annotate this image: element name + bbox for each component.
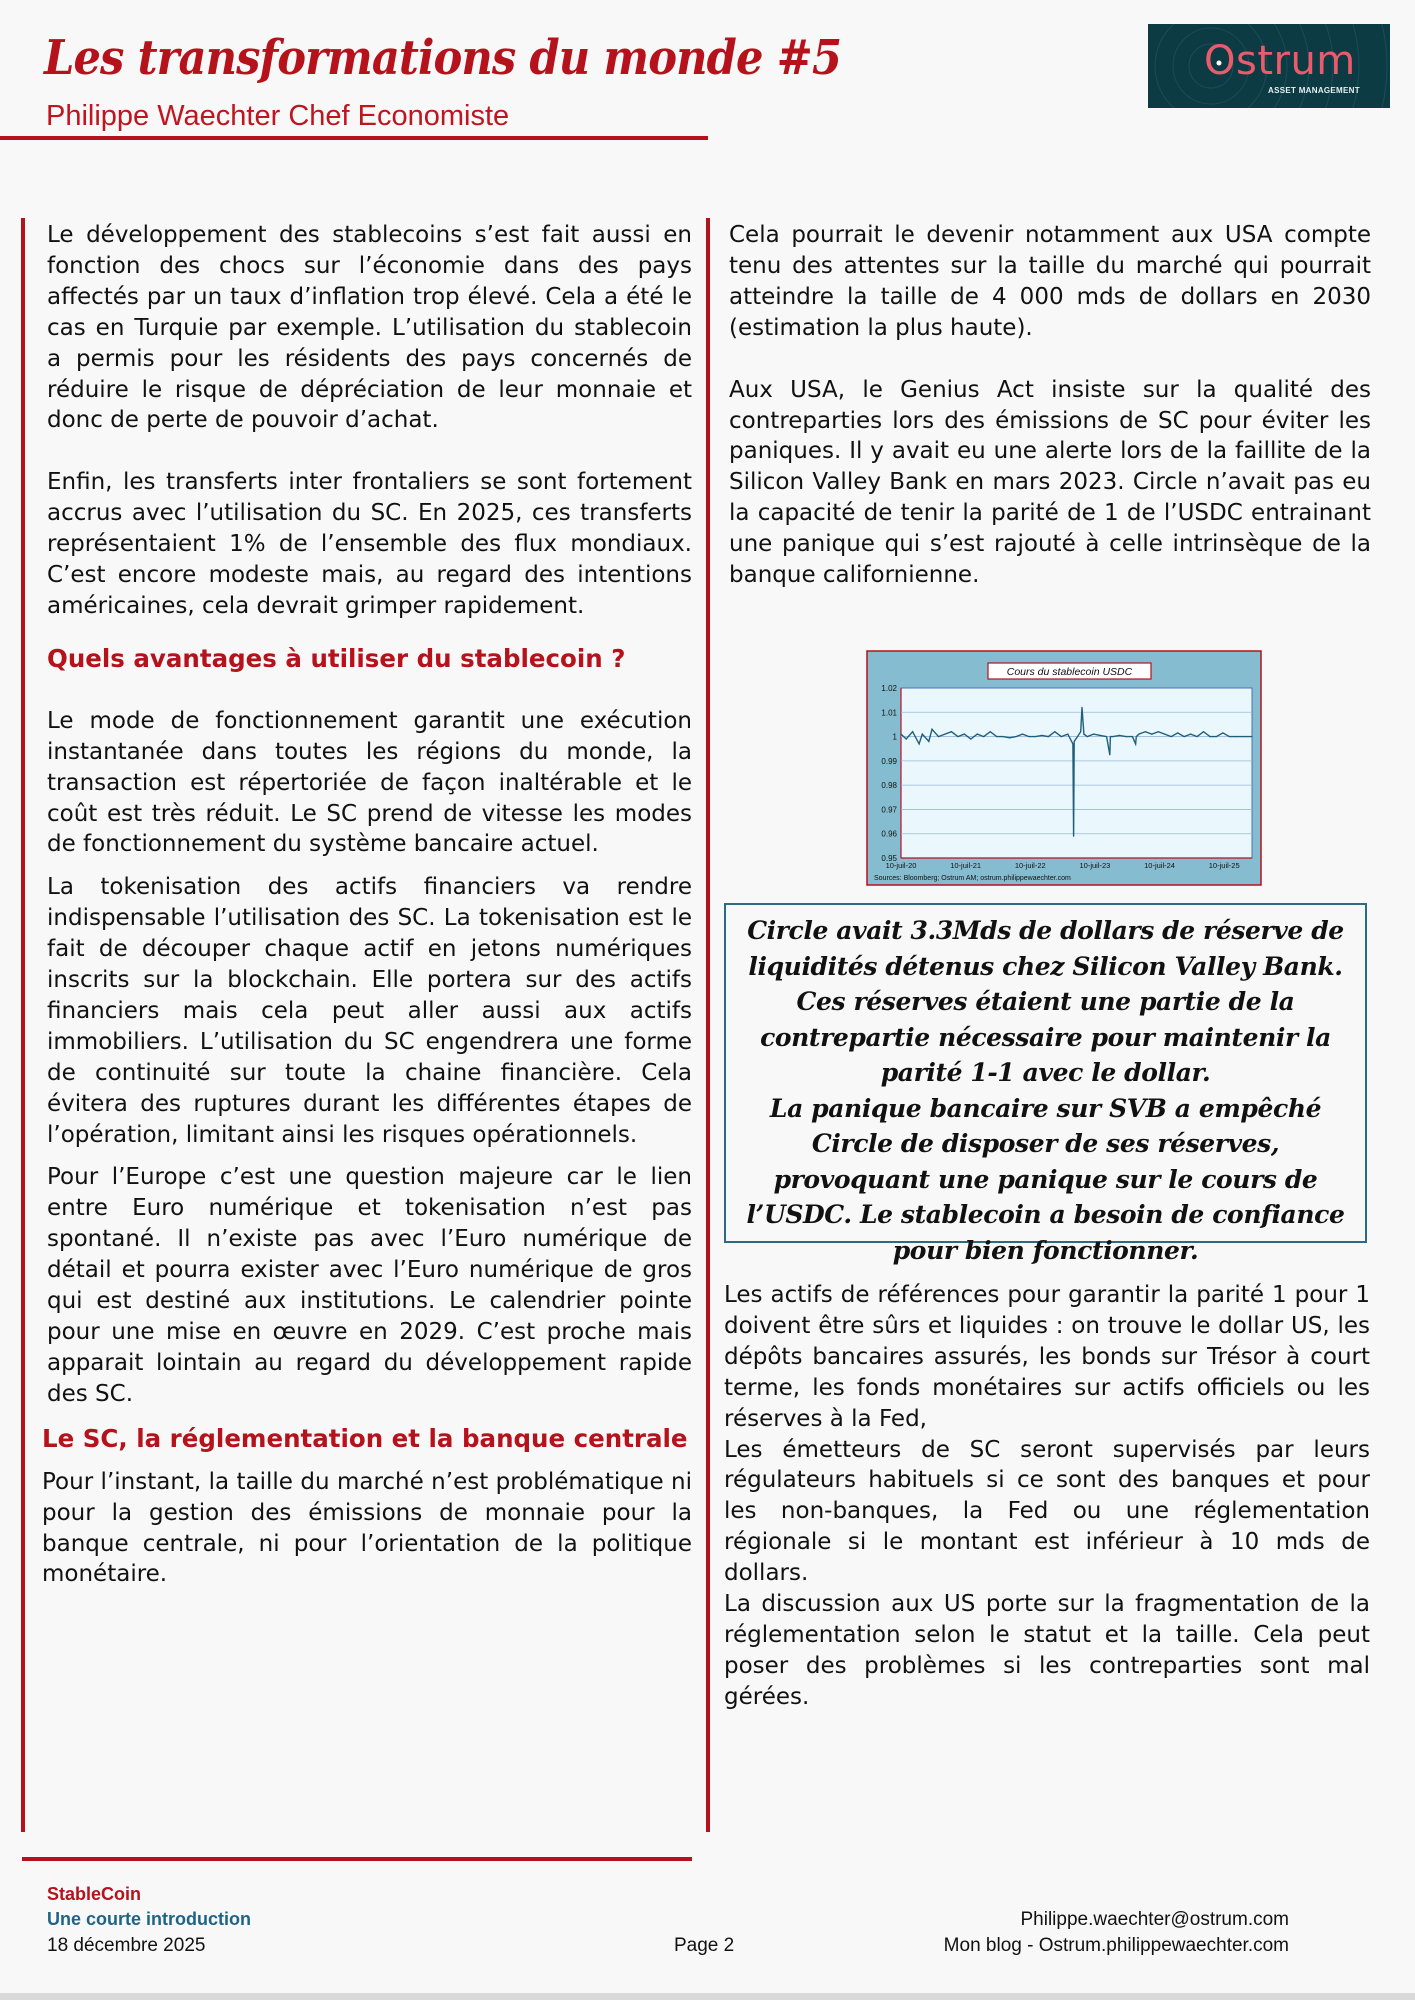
data-point [970, 738, 971, 739]
data-point [912, 731, 913, 732]
data-point [951, 731, 952, 732]
data-point [1054, 731, 1055, 732]
author-subtitle: Philippe Waechter Chef Economiste [46, 100, 510, 132]
left-column-border [21, 218, 25, 1832]
footer-subtitle: Une courte introduction [47, 1909, 251, 1929]
footer-date: 18 décembre 2025 [47, 1935, 206, 1956]
document-title: Les transformations du monde #5 [44, 30, 842, 86]
x-tick-label: 10-juil-25 [1208, 861, 1240, 870]
data-point [1229, 736, 1230, 737]
header-divider [0, 136, 708, 140]
x-tick-label: 10-juil-20 [885, 861, 917, 870]
logo-name: Ostrum [1204, 38, 1356, 84]
data-point [1015, 736, 1016, 737]
data-point [1251, 736, 1252, 737]
page-number: Page 2 [674, 1935, 735, 1956]
section-heading: Quels avantages à utiliser du stablecoin ? [47, 643, 626, 673]
data-point [1171, 736, 1172, 737]
data-point [1125, 736, 1126, 737]
data-point [1242, 736, 1243, 737]
data-point [1136, 736, 1137, 737]
y-tick-label: 0.99 [881, 756, 897, 766]
data-point [1158, 731, 1159, 732]
paragraph: Cela pourrait le devenir notamment aux USA compte tenu des attentes sur la taille du marché qui pourrait atteindre la taille de 4 000 mds de dollars en 2030 (estimation la plus haute). [729, 222, 1371, 341]
data-point [1067, 734, 1068, 735]
data-point [1151, 734, 1152, 735]
right-column-bottom [724, 1280, 1370, 1713]
chart-svg [866, 650, 1262, 886]
x-tick-label: 10-juil-21 [950, 861, 982, 870]
data-point [928, 741, 929, 742]
y-tick-label: 1.01 [881, 708, 897, 718]
data-point [983, 736, 984, 737]
data-point [938, 736, 939, 737]
data-point [1112, 736, 1113, 737]
paragraph: Le mode de fonctionnement garantit une exécution instantanée dans toutes les régions du monde, la transaction est répertoriée de façon inaltérable et le coût est très réduit. Le SC prend de vitesse les modes de fonctionnement du système bancaire actuel. [47, 707, 692, 858]
author-email[interactable]: Philippe.waechter@ostrum.com [1020, 1909, 1289, 1930]
data-point [1003, 736, 1004, 737]
data-point [1119, 735, 1120, 736]
data-point [1216, 736, 1217, 737]
paragraph: Le développement des stablecoins s’est fait aussi en fonction des chocs sur l’économie dans des pays affectés par un taux d’inflation trop élevé. Cela a été le cas en Turquie par exemple. L’utilisation du stablecoin a permis pour les résidents des pays concernés de réduire le risque de dépréciation de leur monnaie et donc de perte de pouvoir d’achat. [47, 222, 692, 434]
data-point [922, 734, 923, 735]
data-point [1080, 731, 1081, 732]
callout-text: Circle avait 3.3Mds de dollars de réserve de liquidités détenus chez Silicon Valley Bank. Ces réserves étaient une partie de la contrepartie nécessaire pour maintenir la parité 1-1 avec le dollar. [747, 916, 1344, 1087]
data-point [1009, 737, 1010, 738]
paragraph: Aux USA, le Genius Act insiste sur la qualité des contreparties lors des émissions de SC pour éviter les paniques. Il y avait eu une alerte lors de la faillite de la Silicon Valley Bank en mars 2023. Circle n’avait pas eu la capacité de tenir la parité de 1 de l’USDC entrainant une panique qui s’est rajouté à celle intrinsèque de la banque californienne. [729, 376, 1371, 589]
column-divider [706, 218, 710, 1832]
data-point [1177, 732, 1178, 733]
data-point [1035, 736, 1036, 737]
data-point [1109, 754, 1110, 755]
blog-link[interactable]: Mon blog - Ostrum.philippewaechter.com [943, 1935, 1289, 1956]
data-point [1074, 741, 1075, 742]
y-tick-label: 0.98 [881, 781, 897, 791]
chart-source: Sources: Bloomberg; Ostrum AM; ostrum.philippewaechter.com [874, 875, 1071, 882]
data-point [1196, 736, 1197, 737]
data-point [900, 734, 901, 735]
data-point [1184, 736, 1185, 737]
plot-area [901, 688, 1252, 858]
logo-tagline: ASSET MANAGEMENT [1268, 86, 1360, 95]
data-point [1077, 736, 1078, 737]
x-tick-label: 10-juil-22 [1014, 861, 1046, 870]
data-point [906, 738, 907, 739]
footer-topic: StableCoin [47, 1884, 142, 1904]
footer-divider [22, 1857, 692, 1861]
data-point [1022, 734, 1023, 735]
data-point [1110, 736, 1111, 737]
data-point [931, 729, 932, 730]
data-point [944, 734, 945, 735]
data-point [990, 731, 991, 732]
paragraph: Pour l’instant, la taille du marché n’est problématique ni pour la gestion des émissions de monnaie pour la banque centrale, ni pour l’orientation de la politique monétaire. [42, 1468, 692, 1588]
data-point [1145, 731, 1146, 732]
y-tick-label: 0.96 [881, 829, 897, 839]
ostrum-logo [1148, 24, 1390, 108]
data-point [1093, 734, 1094, 735]
data-point [1041, 735, 1042, 736]
paragraph: La tokenisation des actifs financiers va rendre indispensable l’utilisation des SC. La tokenisation est le fait de découper chaque actif en jetons numériques inscrits sur la blockchain. Elle portera sur des actifs financiers mais cela peut aller aussi aux actifs immobiliers. L’utilisation du SC engendrera une forme de continuité sur toute la chaine financière. Cela évitera des ruptures durant les différentes étapes de l’opération, limitant ainsi les risques opérationnels. [47, 874, 692, 1148]
data-point [1081, 707, 1082, 708]
left-column [42, 220, 692, 1590]
data-point [964, 734, 965, 735]
data-point [1203, 731, 1204, 732]
right-column-top [729, 220, 1371, 591]
data-point [1048, 736, 1049, 737]
callout-text: La panique bancaire sur SVB a empêché Circle de disposer de ses réserves, provoquant une panique sur le cours de l’USDC. Le stablecoin a besoin de confiance pour bien fonctionner. [746, 1093, 1345, 1265]
data-point [1222, 732, 1223, 733]
data-point [1028, 736, 1029, 737]
paragraph: La discussion aux US porte sur la fragmentation de la réglementation selon le statut et la taille. Cela peut poser des problèmes si les contreparties sont mal gérées. [724, 1591, 1370, 1710]
data-point [996, 736, 997, 737]
data-point [1061, 736, 1062, 737]
data-point [1106, 736, 1107, 737]
data-point [1190, 734, 1191, 735]
paragraph: Les actifs de références pour garantir la parité 1 pour 1 doivent être sûrs et liquides : on trouve le dollar US, les dépôts bancaires assurés, les bonds sur Trésor à court terme, les fonds monétaires sur actifs officiels ou les réserves à la Fed, [724, 1282, 1370, 1432]
data-point [957, 736, 958, 737]
y-tick-label: 0.97 [881, 805, 897, 815]
data-point [1164, 734, 1165, 735]
y-tick-label: 1.02 [881, 684, 897, 693]
paragraph: Enfin, les transferts inter frontaliers se sont fortement accrus avec l’utilisation du SC. En 2025, ces transferts représentaient 1% de l’ensemble des flux mondiaux. C’est encore modeste mais, au regard des intentions américaines, cela devrait grimper rapidement. [47, 469, 692, 619]
data-point [1132, 736, 1133, 737]
callout-box [724, 903, 1367, 1265]
data-point [1073, 836, 1074, 837]
data-point [1083, 734, 1084, 735]
data-point [1087, 736, 1088, 737]
section-heading: Le SC, la réglementation et la banque centrale [42, 1423, 688, 1453]
data-point [1135, 743, 1136, 744]
data-point [1072, 743, 1073, 744]
data-point [1099, 735, 1100, 736]
data-point [918, 743, 919, 744]
x-tick-label: 10-juil-24 [1144, 861, 1175, 870]
data-point [977, 734, 978, 735]
paragraph: Pour l’Europe c’est une question majeure car le lien entre Euro numérique et tokenisation n’est pas spontané. Il n’existe pas avec l’Euro numérique de détail et pourra exister avec l’Euro numérique de gros qui est destiné aux institutions. Le calendrier pointe pour une mise en œuvre en 2029. C’est proche mais apparait lointain au regard du développement rapide des SC. [47, 1164, 692, 1407]
y-tick-label: 1 [892, 732, 897, 742]
data-point [1138, 734, 1139, 735]
data-point [1209, 736, 1210, 737]
y-tick-label: 0.95 [881, 854, 897, 863]
usdc-chart [866, 650, 1262, 886]
data-point [1235, 736, 1236, 737]
paragraph: Les émetteurs de SC seront supervisés par leurs régulateurs habituels si ce sont des banques et pour les non-banques, la Fed ou une réglementation régionale si le montant est inférieur à 10 mds de dollars. [724, 1436, 1370, 1587]
chart-title: Cours du stablecoin USDC [1006, 666, 1133, 678]
x-tick-label: 10-juil-23 [1079, 861, 1111, 870]
page-bottom-band [0, 1993, 1415, 2000]
